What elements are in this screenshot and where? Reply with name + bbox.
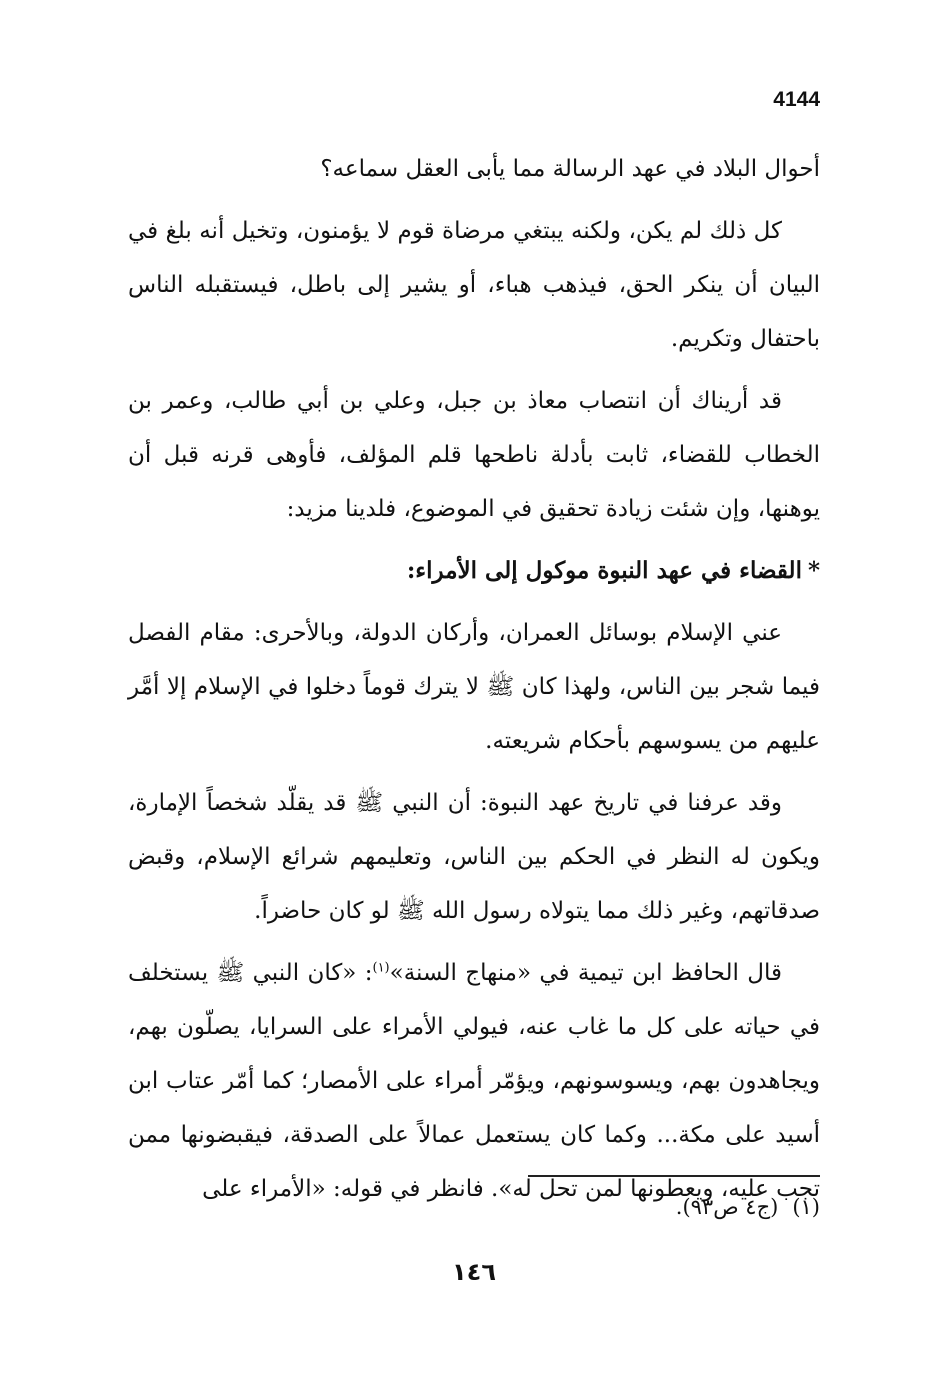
section-heading: [128, 544, 820, 598]
footnote-number: (١): [792, 1195, 820, 1219]
footnote-reference: (١): [372, 960, 390, 976]
section-heading-text: القضاء في عهد النبوة موكول إلى الأمراء:: [406, 557, 802, 584]
paragraph-3: عني الإسلام بوسائل العمران، وأركان الدولة، وبالأحرى: مقام الفصل فيما شجر بين الناس، ولهذا كان ﷺ لا يترك قوماً دخلوا في الإسلام إلا أمَّر عليهم من يسوسهم بأحكام شريعته.: [128, 620, 820, 754]
paragraph-1: كل ذلك لم يكن، ولكنه يبتغي مرضاة قوم لا يؤمنون، وتخيل أنه بلغ في البيان أن ينكر الحق، فيذهب هباء، أو يشير إلى باطل، فيستقبله الناس باحتفال وتكريم.: [128, 218, 820, 352]
footnote-divider: [528, 1175, 820, 1177]
footnote-text: (ج٤ ص٩٣).: [675, 1195, 779, 1219]
paragraph-2: قد أريناك أن انتصاب معاذ بن جبل، وعلي بن أبي طالب، وعمر بن الخطاب للقضاء، ثابت بأدلة ناطحها قلم المؤلف، فأوهى قرنه قبل أن يوهنها، وإن شئت زيادة تحقيق في الموضوع، فلدينا مزيد:: [128, 388, 820, 522]
page-id: 4144: [773, 88, 820, 111]
intro-line: أحوال البلاد في عهد الرسالة مما يأبى العقل سماعه؟: [320, 156, 820, 182]
paragraph-5-start: قال الحافظ ابن تيمية في «منهاج السنة»: [389, 960, 782, 986]
paragraph-4: وقد عرفنا في تاريخ عهد النبوة: أن النبي ﷺ قد يقلّد شخصاً الإمارة، ويكون له النظر في الحكم بين الناس، وتعليمهم شرائع الإسلام، وقبض صدقاتهم، وغير ذلك مما يتولاه رسول الله ﷺ لو كان حاضراً.: [128, 790, 820, 924]
footnote: [128, 1192, 820, 1222]
page-number: ١٤٦: [452, 1258, 496, 1286]
heading-star-icon: *: [807, 557, 820, 584]
paragraph-5-rest: : «كان النبي ﷺ يستخلف في حياته على كل ما غاب عنه، فيولي الأمراء على السرايا، يصلّون بهم، ويجاهدون بهم، ويسوسونهم، ويؤمّر أمراء على الأمصار؛ كما أمّر عتاب ابن أسيد على مكة... وكما كان يستعمل عمالاً على الصدقة، فيقبضونها ممن تجب عليه، ويعطونها لمن تحل له». فانظر في قوله: «الأمراء على: [128, 960, 820, 1202]
page-body: [128, 142, 820, 1224]
